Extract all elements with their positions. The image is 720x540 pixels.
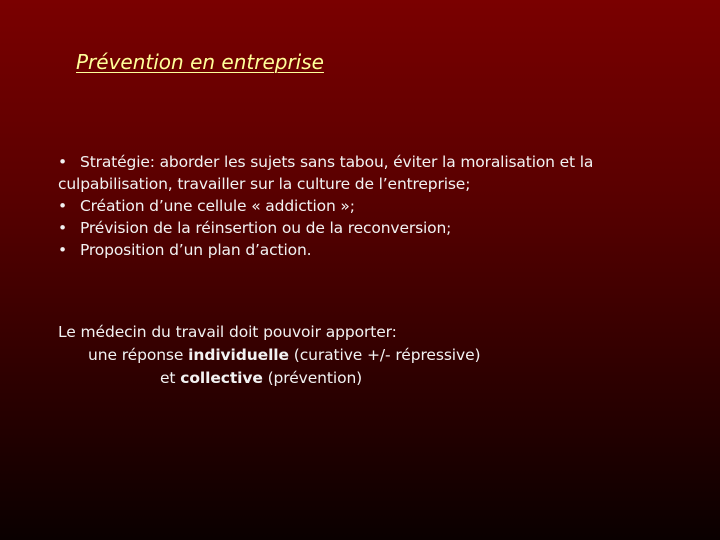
bullet-marker: •: [58, 241, 67, 259]
conclusion-text: et: [160, 369, 181, 387]
conclusion-intro: Le médecin du travail doit pouvoir apporter:: [58, 323, 397, 341]
bullet-text: Stratégie: aborder les sujets sans tabou, éviter la moralisation et la: [80, 153, 594, 171]
emphasis-individuelle: individuelle: [188, 346, 289, 364]
bullet-marker: •: [58, 219, 67, 237]
conclusion-text: (prévention): [262, 369, 363, 387]
conclusion-collective-line: [58, 367, 658, 390]
bullet-item-reinsertion: [58, 217, 638, 239]
bullet-item-strategy-continued: [58, 173, 638, 195]
bullet-text: culpabilisation, travailler sur la culture de l’entreprise;: [58, 175, 471, 193]
bullet-item-strategy: [58, 151, 638, 173]
bullet-list: [58, 151, 638, 261]
conclusion-individual-line: [58, 344, 658, 367]
bullet-text: Prévision de la réinsertion ou de la reconversion;: [80, 219, 452, 237]
bullet-marker: •: [58, 153, 67, 171]
emphasis-collective: collective: [180, 369, 263, 387]
bullet-item-action-plan: [58, 239, 638, 261]
bullet-item-cell: [58, 195, 638, 217]
bullet-text: Création d’une cellule « addiction »;: [80, 197, 355, 215]
conclusion-block: [58, 321, 658, 390]
conclusion-text: (curative +/- répressive): [288, 346, 481, 364]
slide-title: Prévention en entreprise: [76, 50, 324, 74]
bullet-marker: •: [58, 197, 67, 215]
bullet-text: Proposition d’un plan d’action.: [80, 241, 312, 259]
conclusion-text: une réponse: [88, 346, 189, 364]
